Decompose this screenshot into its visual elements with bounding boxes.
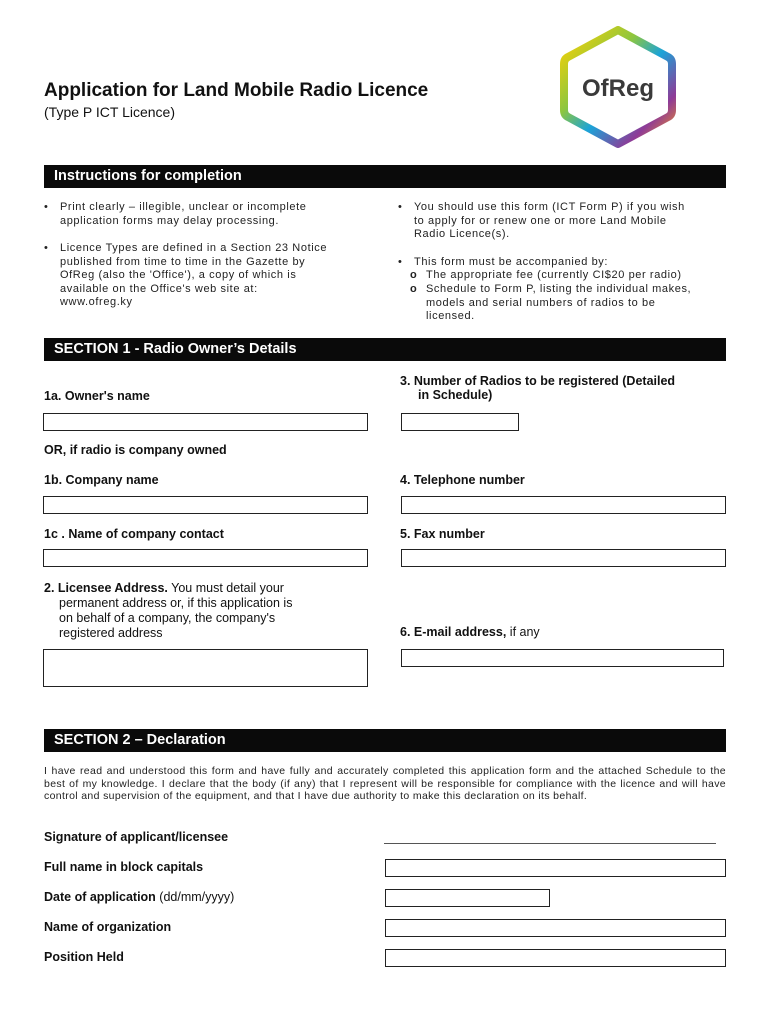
email-input[interactable] [401,649,724,667]
licensee-address-label: 2. Licensee Address. You must detail your permanent address or, if this application is on behalf of a company, the company's registered address [44,581,293,640]
num-radios-input[interactable] [401,413,519,431]
section2-heading: SECTION 2 – Declaration [44,729,726,752]
company-name-label: 1b. Company name [44,473,159,487]
email-label: 6. E-mail address, if any [400,625,540,639]
declaration-text: I have read and understood this form and have fully and accurately completed this application form and the attached Schedule to the best of my knowledge. I declare that the body (if any) that I represent will be responsible for compliance with the licence and will have control and supervision of the equipment, and that I have due authority to make this declaration on its behalf. [44,765,726,803]
organization-label: Name of organization [44,920,172,934]
telephone-label: 4. Telephone number [400,473,525,487]
position-input[interactable] [385,949,726,967]
company-contact-label: 1c . Name of company contact [44,527,224,541]
section1-heading: SECTION 1 - Radio Owner’s Details [44,338,726,361]
company-contact-input[interactable] [43,549,368,567]
instructions-heading: Instructions for completion [44,165,726,188]
logo-text: OfReg [582,75,654,102]
licensee-address-input[interactable] [43,649,368,687]
fax-input[interactable] [401,549,726,567]
ofreg-logo [560,26,676,148]
telephone-input[interactable] [401,496,726,514]
form-subtitle: (Type P ICT Licence) [44,104,175,120]
fax-label: 5. Fax number [400,527,485,541]
full-name-label: Full name in block capitals [44,860,204,874]
signature-line[interactable] [384,843,716,844]
company-name-input[interactable] [43,496,368,514]
company-owned-note: OR, if radio is company owned [44,443,227,457]
owner-name-input[interactable] [43,413,368,431]
signature-label: Signature of applicant/licensee [44,830,229,844]
position-label: Position Held [44,950,124,964]
owner-name-label: 1a. Owner's name [44,389,150,403]
num-radios-label: 3. Number of Radios to be registered (Detailed in Schedule) [400,374,676,402]
form-title: Application for Land Mobile Radio Licence [44,80,429,101]
organization-input[interactable] [385,919,726,937]
full-name-input[interactable] [385,859,726,877]
date-label: Date of application (dd/mm/yyyy) [44,890,235,904]
date-input[interactable] [385,889,550,907]
